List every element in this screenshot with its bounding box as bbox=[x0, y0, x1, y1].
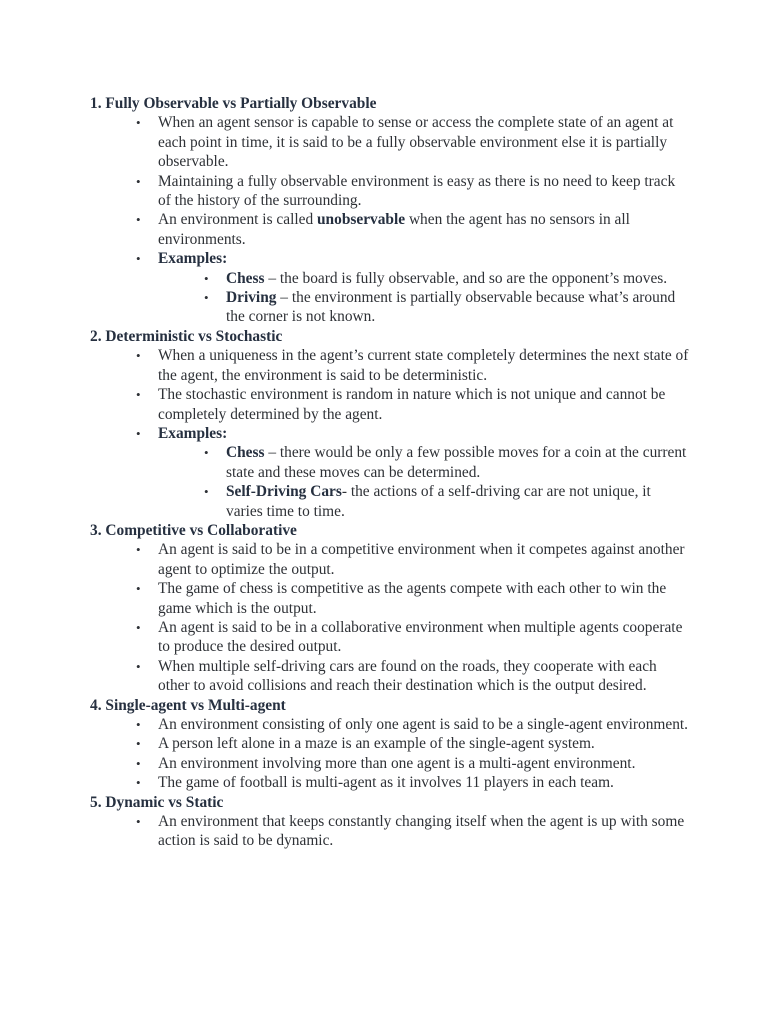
list-item-text: When a uniqueness in the agent’s current state completely determines the next state of the agent, the environment is said to be deterministic. bbox=[158, 347, 689, 384]
list-item-text: An environment consisting of only one agent is said to be a single-agent environment. bbox=[158, 716, 689, 733]
list-item bbox=[90, 754, 690, 773]
bullet-icon: • bbox=[136, 658, 141, 674]
examples-label: Examples: bbox=[158, 424, 228, 442]
list-item-text: The stochastic environment is random in nature which is not unique and cannot be completely determined by the agent. bbox=[158, 386, 666, 423]
bullet-icon: • bbox=[136, 115, 141, 131]
example-text: – the environment is partially observable because what’s around the corner is not known. bbox=[226, 289, 676, 326]
bold-term: unobservable bbox=[317, 211, 406, 229]
list-item bbox=[90, 540, 690, 579]
example-term: Chess bbox=[226, 444, 265, 462]
bullet-icon: • bbox=[136, 212, 141, 228]
list-item-text: An environment involving more than one agent is a multi-agent environment. bbox=[158, 754, 636, 772]
bullet-list bbox=[90, 715, 690, 793]
list-item bbox=[90, 172, 690, 211]
example-item bbox=[90, 269, 690, 288]
bullet-icon: • bbox=[136, 173, 141, 189]
list-item-text: Maintaining a fully observable environment is easy as there is no need to keep track of the history of the surrounding. bbox=[158, 172, 676, 210]
bullet-icon: • bbox=[136, 425, 141, 441]
list-item-text: An agent is said to be in a competitive environment when it competes against another agent to optimize the output. bbox=[158, 541, 685, 578]
bullet-icon: • bbox=[136, 736, 141, 752]
bullet-icon: • bbox=[204, 484, 209, 500]
example-term: Driving bbox=[226, 289, 277, 307]
list-item-text-post: when the agent has no sensors in all environments. bbox=[158, 211, 630, 248]
list-item bbox=[90, 579, 690, 618]
bullet-icon: • bbox=[136, 251, 141, 267]
bullet-list bbox=[90, 346, 690, 521]
section-heading: 2. Deterministic vs Stochastic bbox=[90, 327, 283, 345]
list-item-text: The game of football is multi-agent as it involves 11 players in each team. bbox=[158, 774, 614, 792]
list-item bbox=[90, 618, 690, 657]
bullet-icon: • bbox=[136, 348, 141, 364]
list-item-text-pre: An environment is called bbox=[158, 211, 317, 229]
list-item-text: A person left alone in a maze is an example of the single-agent system. bbox=[158, 735, 595, 753]
list-item bbox=[90, 385, 690, 424]
example-item bbox=[90, 443, 690, 482]
bullet-icon: • bbox=[136, 717, 141, 732]
section-heading: 3. Competitive vs Collaborative bbox=[90, 521, 297, 539]
list-item bbox=[90, 424, 690, 443]
list-item-text: An agent is said to be in a collaborative environment when multiple agents cooperate to produce the desired output. bbox=[158, 618, 683, 656]
list-item bbox=[90, 734, 690, 753]
bullet-icon: • bbox=[136, 775, 141, 791]
list-item bbox=[90, 657, 690, 696]
list-item bbox=[90, 249, 690, 268]
list-item-text: An environment that keeps constantly changing itself when the agent is up with some action is said to be dynamic. bbox=[158, 813, 685, 850]
bullet-icon: • bbox=[136, 581, 141, 597]
document-content bbox=[90, 94, 690, 851]
list-item bbox=[90, 113, 690, 171]
section-heading: 1. Fully Observable vs Partially Observable bbox=[90, 95, 377, 112]
section-heading: 4. Single-agent vs Multi-agent bbox=[90, 696, 286, 714]
section-heading: 5. Dynamic vs Static bbox=[90, 793, 224, 811]
example-item bbox=[90, 482, 690, 521]
list-item bbox=[90, 812, 690, 851]
example-text: - the actions of a self-driving car are not unique, it varies time to time. bbox=[226, 483, 651, 520]
bullet-icon: • bbox=[204, 290, 209, 306]
bullet-icon: • bbox=[136, 814, 141, 830]
bullet-list bbox=[90, 113, 690, 326]
list-item-text: When an agent sensor is capable to sense or access the complete state of an agent at each point in time, it is said to be a fully observable environment else it is partially observable. bbox=[158, 114, 674, 171]
example-text: – there would be only a few possible moves for a coin at the current state and these moves can be determined. bbox=[226, 444, 687, 481]
bullet-list bbox=[90, 540, 690, 695]
list-item bbox=[90, 773, 690, 792]
bullet-icon: • bbox=[204, 270, 209, 286]
list-item bbox=[90, 715, 690, 734]
example-text: – the board is fully observable, and so are the opponent’s moves. bbox=[264, 269, 668, 287]
bullet-icon: • bbox=[136, 619, 141, 635]
list-item-text: The game of chess is competitive as the agents compete with each other to win the game which is the output. bbox=[158, 580, 667, 617]
bullet-icon: • bbox=[136, 542, 141, 558]
bullet-icon: • bbox=[136, 387, 141, 403]
list-item bbox=[90, 210, 690, 249]
example-term: Chess bbox=[226, 269, 265, 287]
bullet-list bbox=[90, 812, 690, 851]
list-item bbox=[90, 346, 690, 385]
bullet-icon: • bbox=[204, 445, 209, 461]
example-term: Self-Driving Cars bbox=[226, 483, 342, 501]
bullet-icon: • bbox=[136, 755, 141, 771]
list-item-text: When multiple self-driving cars are found on the roads, they cooperate with each other to avoid collisions and reach their destination which is the output desired. bbox=[158, 657, 657, 695]
examples-label: Examples: bbox=[158, 250, 228, 268]
example-item bbox=[90, 288, 690, 327]
